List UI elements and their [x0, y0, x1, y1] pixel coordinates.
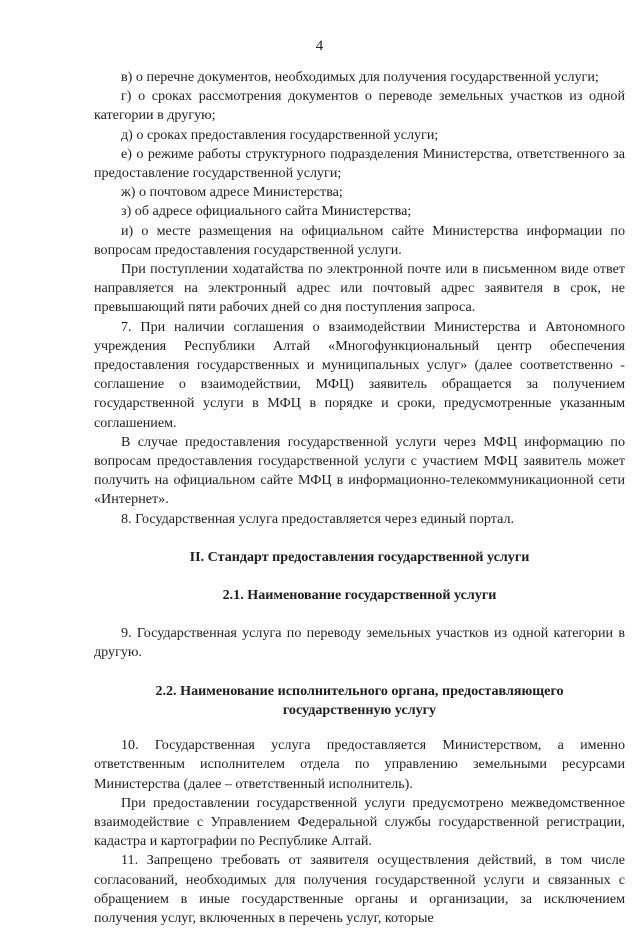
spacer [94, 720, 625, 736]
paragraph-item-d: д) о сроках предоставления государственной услуги; [121, 126, 439, 143]
subheading-2-2-line1: 2.2. Наименование исполнительного органа, предоставляющего [155, 682, 564, 699]
document-body [94, 68, 625, 928]
paragraph-item-z: з) об адресе официального сайта Министерства; [121, 203, 412, 220]
paragraph-11: 11. Запрещено требовать от заявителя осуществления действий, в том числе согласований, необходимых для получения государственной услуги и связанных с обращением в иные государственные органы и организации, за исключением получения услуг, включенных в перечень услуг, которые [94, 852, 625, 926]
spacer [94, 605, 625, 624]
paragraph-item-e: е) о режиме работы структурного подразделения Министерства, ответственного за предоставление государственной услуги; [94, 145, 625, 182]
section-heading: II. Стандарт предоставления государственной услуги [189, 548, 530, 565]
paragraph-7: 7. При наличии соглашения о взаимодействии Министерства и Автономного учреждения Республики Алтай «Многофункциональный центр обеспечения предоставления государственных и муниципальных услуг» (далее соответственно - соглашение о взаимодействии, МФЦ) заявитель обращается за получением государственной услуги в МФЦ в порядке и сроки, предусмотренные указанным соглашением. [94, 318, 625, 431]
paragraph-9: 9. Государственная услуга по переводу земельных участков из одной категории в другую. [94, 625, 625, 661]
paragraph-8: 8. Государственная услуга предоставляется через единый портал. [121, 510, 515, 527]
subheading-2-1: 2.1. Наименование государственной услуги [222, 587, 497, 604]
paragraph-item-g: г) о сроках рассмотрения документов о переводе земельных участков из одной категории в другую; [94, 88, 625, 124]
paragraph-interagency: При предоставлении государственной услуги предусмотрено межведомственное взаимодействие с Управлением Федеральной службы государственной регистрации, кадастра и картографии по Республике Алтай. [94, 794, 625, 850]
subheading-2-2-line2: государственную услугу [282, 701, 437, 718]
paragraph-10: 10. Государственная услуга предоставляется Министерством, а именно ответственным исполнителем отдела по управлению земельными ресурсами Министерства (далее – ответственный исполнитель). [94, 737, 625, 792]
paragraph-item-i: и) о месте размещения на официальном сайте Министерства информации по вопросам предоставления государственной услуги. [94, 222, 625, 258]
paragraph-item-v: в) о перечне документов, необходимых для получения государственной услуги; [121, 69, 599, 85]
paragraph-mfc-info: В случае предоставления государственной услуги через МФЦ информацию по вопросам предоставления государственной услуги с участием МФЦ заявитель может получить на официальном сайте МФЦ в информационно-телекоммуникационной сети «Интернет». [94, 433, 625, 508]
spacer [94, 567, 625, 586]
page-number: 4 [315, 38, 324, 54]
spacer [94, 663, 625, 682]
paragraph-item-zh: ж) о почтовом адресе Министерства; [121, 184, 343, 201]
spacer [94, 529, 625, 548]
paragraph-response-terms: При поступлении ходатайства по электронной почте или в письменном виде ответ направляется на электронный адрес или почтовый адрес заявителя в срок, не превышающий пяти рабочих дней со дня поступления запроса. [94, 261, 625, 316]
